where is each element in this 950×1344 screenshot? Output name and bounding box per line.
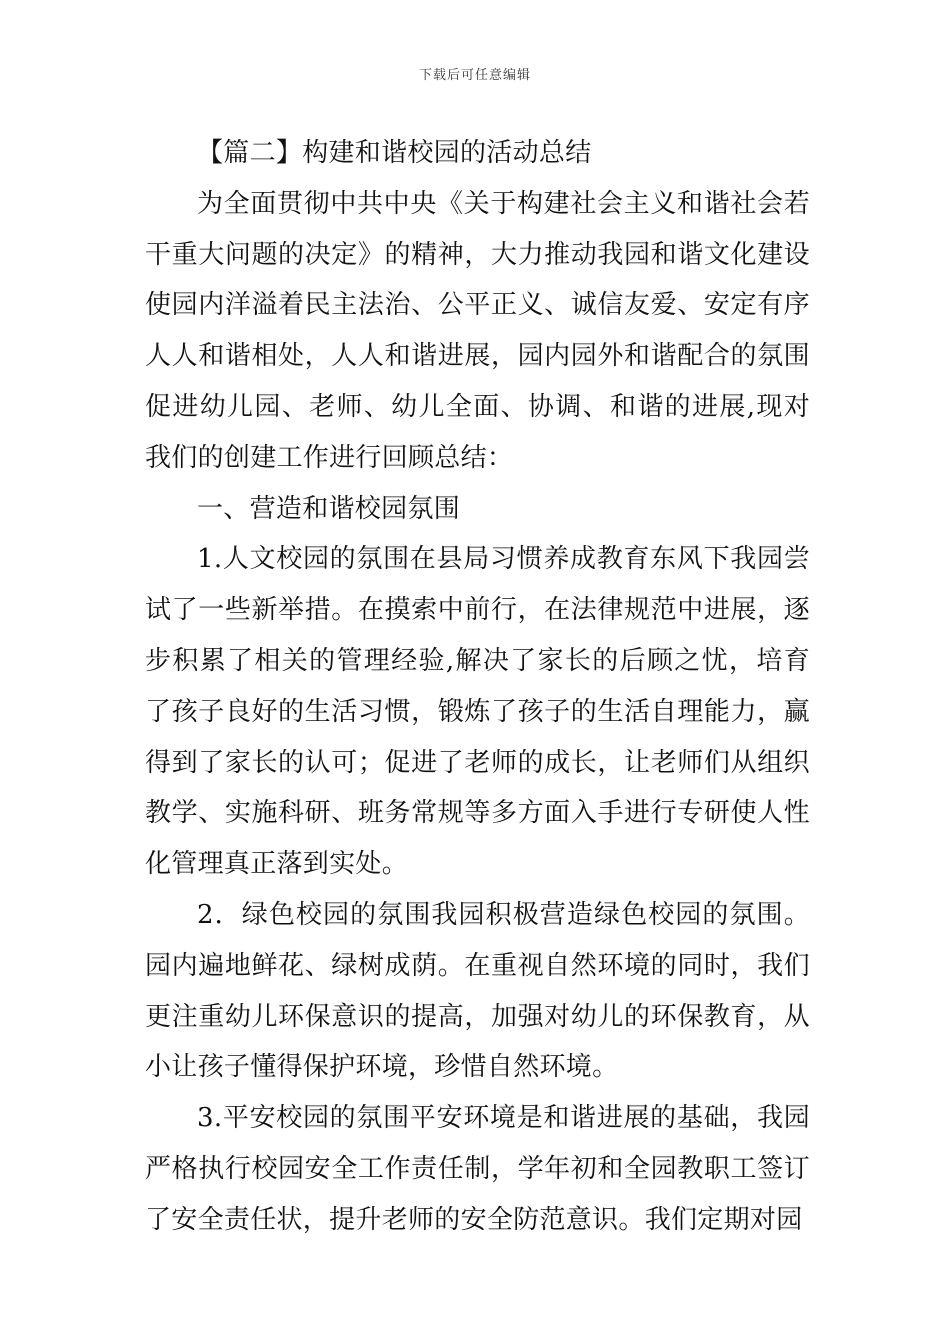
page-header: 下载后可任意编辑 <box>418 68 531 83</box>
paragraph-intro: 为全面贯彻中共中央《关于构建社会主义和谐社会若干重大问题的决定》的精神，大力推动我园和谐文化建设使园内洋溢着民主法治、公平正义、诚信友爱、安定有序人人和谐相处，人人和谐进展，园内园外和谐配合的氛围促进幼儿园、老师、幼儿全面、协调、和谐的进展,现对我们的创建工作进行回顾总结： <box>145 188 810 473</box>
paragraph-item-3: 3.平安校园的氛围平安环境是和谐进展的基础，我园严格执行校园安全工作责任制，学年初和全园教职工签订了安全责任状，提升老师的安全防范意识。我们定期对园 <box>145 1103 810 1235</box>
paragraph-item-1: 1.人文校园的氛围在县局习惯养成教育东风下我园尝试了一些新举措。在摸索中前行，在法律规范中进展，逐步积累了相关的管理经验,解决了家长的后顾之忧，培育了孩子良好的生活习惯，锻炼了孩子的生活自理能力，赢得到了家长的认可；促进了老师的成长，让老师们从组织教学、实施科研、班务常规等多方面入手进行专研使人性化管理真正落到实处。 <box>145 544 810 880</box>
section-heading: 一、营造和谐校园氛围 <box>197 493 461 524</box>
document-title: 【篇二】构建和谐校园的活动总结 <box>197 138 592 168</box>
paragraph-item-2: 2．绿色校园的氛围我园积极营造绿色校园的氛围。园内遍地鲜花、绿树成荫。在重视自然环境的同时，我们更注重幼儿环保意识的提高，加强对幼儿的环保教育，从小让孩子懂得保护环境，珍惜自然环境。 <box>145 899 810 1083</box>
document-body <box>145 128 810 1246</box>
